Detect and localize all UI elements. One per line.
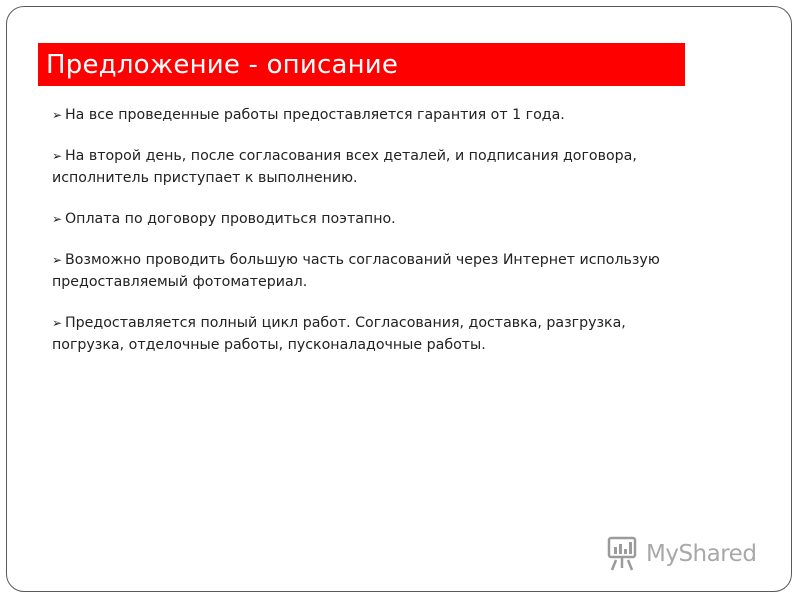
bullet-text-line2: исполнитель приступает к выполнению.	[52, 170, 358, 186]
bullet-item	[52, 104, 732, 126]
arrow-bullet-icon: ➢	[52, 212, 63, 226]
bullet-text-line2: предоставляемый фотоматериал.	[52, 274, 308, 290]
arrow-bullet-icon: ➢	[52, 316, 63, 330]
bullet-item	[52, 145, 732, 189]
watermark-text: MyShared	[646, 541, 757, 567]
bullet-text-line1: На все проведенные работы предоставляется гарантия от 1 года.	[65, 107, 565, 123]
myshared-logo-icon	[607, 536, 641, 572]
arrow-bullet-icon: ➢	[52, 253, 63, 267]
bullet-item	[52, 312, 732, 356]
myshared-watermark[interactable]	[607, 536, 756, 572]
bullet-text-line1: Предоставляется полный цикл работ. Согласования, доставка, разгрузка,	[65, 315, 626, 331]
bullet-text-line1: На второй день, после согласования всех деталей, и подписания договора,	[65, 148, 637, 164]
arrow-bullet-icon: ➢	[52, 149, 63, 163]
title-bar	[38, 43, 685, 86]
bullet-item	[52, 208, 732, 230]
arrow-bullet-icon: ➢	[52, 108, 63, 122]
bullet-text-line1: Оплата по договору проводиться поэтапно.	[65, 211, 396, 227]
bullet-item	[52, 249, 732, 293]
bullet-text-line2: погрузка, отделочные работы, пусконаладочные работы.	[52, 337, 486, 353]
bullet-text-line1: Возможно проводить большую часть согласований через Интернет использую	[65, 252, 660, 268]
slide-title: Предложение - описание	[46, 49, 399, 80]
bullet-list	[52, 104, 732, 375]
